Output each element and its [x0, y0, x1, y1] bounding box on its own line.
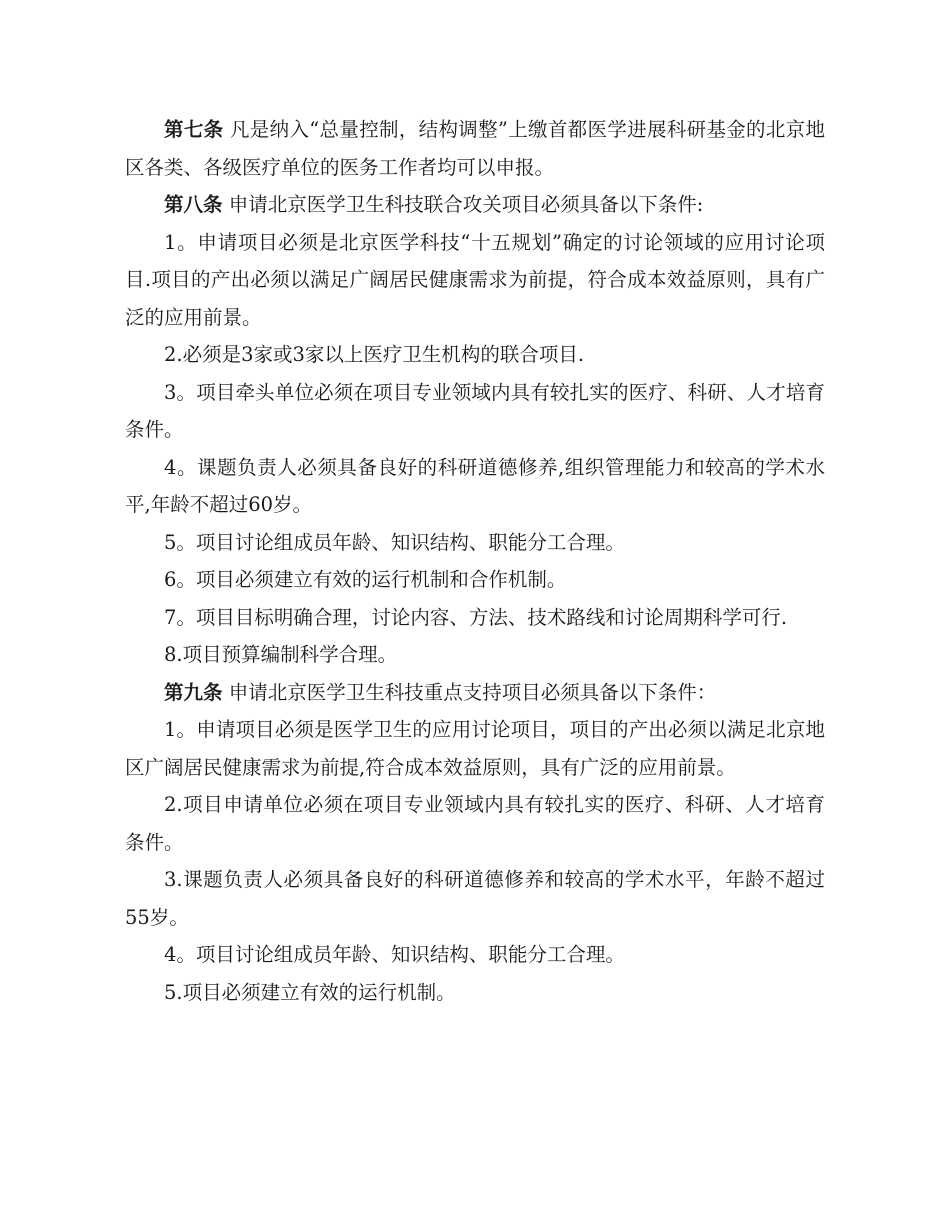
- article-9-item-2: 2.项目申请单位必须在项目专业领域内具有较扎实的医疗、科研、人才培育条件。: [125, 793, 825, 854]
- article-9-text: 申请北京医学卫生科技重点支持项目必须具备以下条件：: [222, 680, 717, 704]
- article-7-text: 凡是纳入“总量控制，结构调整”上缴首都医学进展科研基金的北京地区各类、各级医疗单位的医务工作者均可以申报。: [125, 118, 825, 179]
- article-8-item-2: 2.必须是3家或3家以上医疗卫生机构的联合项目.: [164, 343, 585, 366]
- article-8-heading: 第八条: [164, 193, 223, 216]
- document-body: [125, 111, 825, 1011]
- article-8-text: 申请北京医学卫生科技联合攻关项目必须具备以下条件:: [222, 193, 704, 216]
- article-8-item-8: 8.项目预算编制科学合理。: [164, 643, 398, 666]
- article-8-item-1: 1。申请项目必须是北京医学科技“十五规划”确定的讨论领域的应用讨论项目.项目的产出必须以满足广阔居民健康需求为前提，符合成本效益原则，具有广泛的应用前景。: [125, 230, 825, 329]
- article-7-paragraph: [125, 111, 825, 186]
- article-9-item-3: 3.课题负责人必须具备良好的科研道德修养和较高的学术水平，年龄不超过55岁。: [125, 868, 825, 929]
- article-8-item-4: 4。课题负责人必须具备良好的科研道德修养,组织管理能力和较高的学术水平,年龄不超过60岁。: [125, 455, 825, 516]
- article-9-item-1: 1。申请项目必须是医学卫生的应用讨论项目，项目的产出必须以满足北京地区广阔居民健康需求为前提,符合成本效益原则，具有广泛的应用前景。: [125, 718, 825, 779]
- article-8-item-7: 7。项目目标明确合理，讨论内容、方法、技术路线和讨论周期科学可行.: [164, 605, 788, 629]
- article-9-paragraph: [125, 674, 825, 712]
- article-9-item-5: 5.项目必须建立有效的运行机制。: [164, 980, 456, 1004]
- article-9-heading: 第九条: [164, 680, 223, 704]
- article-7-heading: 第七条: [164, 118, 224, 141]
- article-9-item-4: 4。项目讨论组成员年龄、知识结构、职能分工合理。: [164, 943, 625, 966]
- article-8-paragraph: [125, 186, 825, 224]
- article-8-item-6: 6。项目必须建立有效的运行机制和合作机制。: [164, 568, 567, 591]
- article-8-item-3: 3。项目牵头单位必须在项目专业领域内具有较扎实的医疗、科研、人才培育条件。: [125, 380, 825, 441]
- article-8-item-5: 5。项目讨论组成员年龄、知识结构、职能分工合理。: [164, 530, 625, 554]
